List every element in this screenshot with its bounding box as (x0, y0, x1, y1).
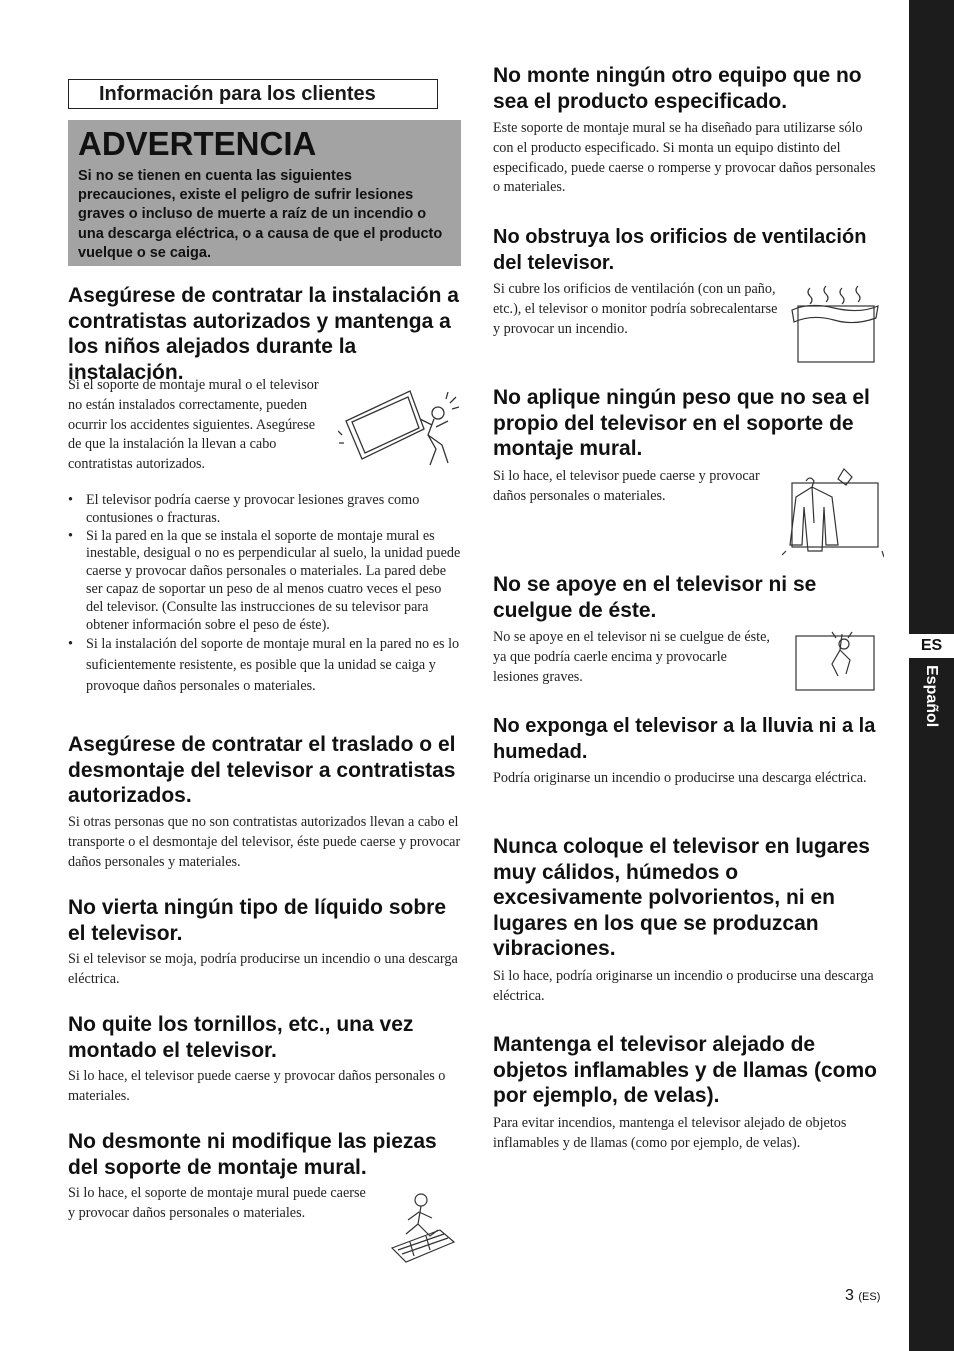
section-text-rain: Podría originarse un incendio o producirse una descarga eléctrica. (493, 770, 867, 786)
section-title-rain: No exponga el televisor a la lluvia ni a la humedad. (493, 715, 876, 763)
section-title-transport: Asegúrese de contratar el traslado o el desmontaje del televisor a contratistas autorizados. (68, 733, 456, 807)
coat-on-tv-illustration (782, 467, 884, 559)
covered-tv-illustration (790, 282, 880, 367)
list-item: • Si la instalación del soporte de montaje mural en la pared no es lo suficientemente resistente, es posible que la unidad se caiga y provoque daños personales o materiales. (68, 634, 461, 697)
list-item: • El televisor podría caerse y provocar lesiones graves como contusiones o fracturas. (68, 492, 461, 528)
section-text-environment: Si lo hace, podría originarse un incendio o producirse una descarga eléctrica. (493, 968, 874, 1004)
warning-box (68, 120, 461, 266)
section-title-installation: Asegúrese de contratar la instalación a contratistas autorizados y mantenga a los niños alejados durante la instalación. (68, 284, 459, 384)
section-title-environment: Nunca coloque el televisor en lugares muy cálidos, húmedos o excesivamente polvorientos, ni en lugares en los que se produzcan vibraciones. (493, 835, 870, 960)
section-title-other-equipment: No monte ningún otro equipo que no sea el producto especificado. (493, 64, 862, 113)
section-title-ventilation: No obstruya los orificios de ventilación del televisor. (493, 226, 867, 274)
language-label: Español (923, 665, 940, 728)
section-title-weight: No aplique ningún peso que no sea el propio del televisor en el soporte de montaje mural. (493, 386, 870, 460)
section-text-ventilation: Si cubre los orificios de ventilación (con un paño, etc.), el televisor o monitor podría sobrecalentarse y provocar un incendio. (493, 281, 778, 337)
disassembly-illustration (388, 1190, 458, 1270)
section-text-installation: Si el soporte de montaje mural o el televisor no están instalados correctamente, pueden ocurrir los accidentes siguientes. Asegúrese de que la instalación la llevan a cabo contratistas autorizados. (68, 377, 319, 473)
section-text-transport: Si otras personas que no son contratistas autorizados llevan a cabo el transporte o el desmontaje del televisor, éste puede caerse y provocar daños personales y materiales. (68, 814, 461, 870)
section-title-liquid: No vierta ningún tipo de líquido sobre el televisor. (68, 896, 446, 945)
section-title-screws: No quite los tornillos, etc., una vez montado el televisor. (68, 1013, 414, 1062)
section-label-box: Información para los clientes (68, 79, 438, 109)
section-text-flames: Para evitar incendios, mantenga el televisor alejado de objetos inflamables y de llamas (como por ejemplo, de velas). (493, 1115, 847, 1151)
section-text-lean: No se apoye en el televisor ni se cuelgue de éste, ya que podría caerle encima y provocarle lesiones graves. (493, 629, 770, 685)
installation-bullets (68, 492, 461, 697)
section-text-disassemble: Si lo hace, el soporte de montaje mural puede caerse y provocar daños personales o materiales. (68, 1185, 366, 1221)
hanging-person-illustration (792, 630, 880, 694)
falling-tv-illustration (338, 383, 463, 473)
page-number-suffix: (ES) (858, 1291, 881, 1303)
section-text-weight: Si lo hace, el televisor puede caerse y provocar daños personales o materiales. (493, 468, 760, 504)
section-title-disassemble: No desmonte ni modifique las piezas del soporte de montaje mural. (68, 1130, 437, 1179)
section-title-flames: Mantenga el televisor alejado de objetos inflamables y de llamas (como por ejemplo, de velas). (493, 1033, 877, 1107)
section-text-other-equipment: Este soporte de montaje mural se ha diseñado para utilizarse sólo con el producto especificado. Si monta un equipo distinto del especificado, puede caerse o romperse y provocar daños personales o materiales. (493, 120, 876, 196)
page-number-value: 3 (845, 1287, 854, 1304)
section-text-liquid: Si el televisor se moja, podría producirse un incendio o una descarga eléctrica. (68, 951, 458, 987)
language-code-badge: ES (909, 634, 954, 658)
warning-title: ADVERTENCIA (78, 125, 317, 162)
page-number (845, 1287, 880, 1305)
section-text-screws: Si lo hace, el televisor puede caerse y provocar daños personales o materiales. (68, 1068, 446, 1104)
section-title-lean: No se apoye en el televisor ni se cuelgue de éste. (493, 573, 817, 622)
list-item: • Si la pared en la que se instala el soporte de montaje mural es inestable, desigual o no es perpendicular al suelo, la unidad puede caerse y provocar daños personales o materiales. La pared debe ser capaz de soportar un peso de al menos cuatro veces el peso del televisor. (Consulte las instrucciones de su televisor para obtener información sobre el peso de éste). (68, 528, 461, 635)
warning-text: Si no se tienen en cuenta las siguientes precauciones, existe el peligro de sufrir lesiones graves o incluso de muerte a raíz de un incendio o una descarga eléctrica, o a causa de que el producto vuelque o se caiga. (78, 168, 443, 261)
